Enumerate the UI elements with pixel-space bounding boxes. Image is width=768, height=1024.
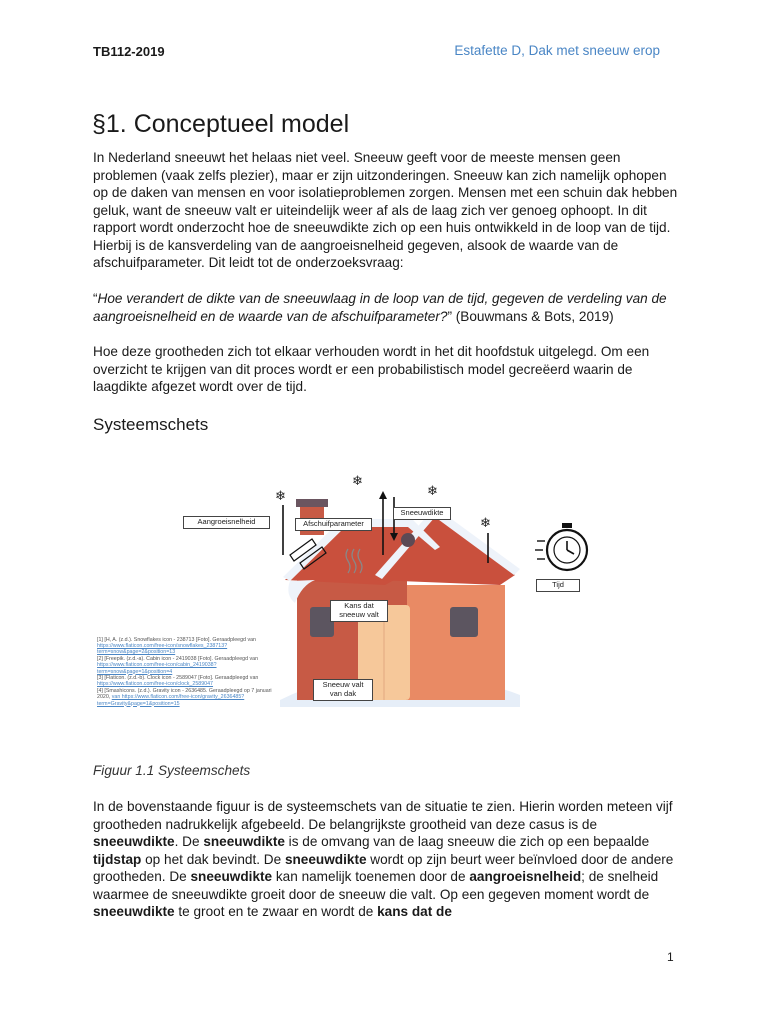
reference-text: [4] [Smashicons. (z.d.). Gravity icon - 2636485. Geraadpleegd op 7 januari 2020, [97, 688, 272, 701]
reference-link[interactable]: https://www.flaticon.com/free-icon/snowflakes_238713?term=snow&page=2&position=13 [97, 643, 228, 656]
snowflake-icon: ❄ [352, 473, 363, 488]
label-kans-line1: Kans dat [344, 601, 374, 610]
snowflake-icon: ❄ [275, 488, 286, 503]
text-run: . De [174, 834, 204, 849]
text-run: te groot en te zwaar en wordt de [174, 904, 378, 919]
text-run: kan namelijk toenemen door de [272, 869, 470, 884]
text-run: wordt op zijn beurt weer beïnvloed door de andere grootheden. De [93, 851, 674, 884]
subheading-systeemschets: Systeemschets [93, 415, 209, 434]
close-quote: ” [447, 308, 452, 324]
citation: (Bouwmans & Bots, 2019) [451, 308, 614, 324]
page-number: 1 [667, 950, 674, 964]
snowflake-icon: ❄ [427, 483, 438, 498]
bold-term: sneeuwdikte [93, 834, 175, 849]
research-question [93, 290, 683, 325]
label-kans-line2: sneeuw valt [339, 610, 379, 619]
label-sneeuw-valt-van-dak [313, 679, 373, 701]
reference-2 [97, 656, 277, 675]
bold-term: kans dat de [377, 904, 452, 919]
clock-hand-hour [567, 550, 574, 554]
bold-term: sneeuwdikte [203, 834, 285, 849]
reference-link[interactable]: https://www.flaticon.com/free-icon/cabin_2419038?term=snow&page=1&position=4 [97, 662, 217, 675]
label-sneeuwdikte: Sneeuwdikte [393, 507, 451, 520]
section-title: §1. Conceptueel model [92, 110, 350, 138]
bold-term: sneeuwdikte [190, 869, 273, 884]
system-sketch-figure [90, 455, 630, 755]
label-afschuifparameter: Afschuifparameter [295, 518, 372, 531]
reference-4 [97, 688, 277, 707]
bold-term: tijdstap [93, 851, 142, 867]
label-aangroeisnelheid: Aangroeisnelheid [183, 516, 270, 529]
text-run: is de omvang van de laag sneeuw die zich op een bepaalde [284, 834, 650, 849]
reference-text: [2] [Freepik. (z.d.-a). Cabin icon - 2419038 [Foto]. Geraadpleegd van [97, 656, 259, 663]
reference-1 [97, 637, 277, 656]
bold-term: sneeuwdikte [284, 851, 367, 867]
bold-term: sneeuwdikte [93, 904, 175, 919]
clock-crown [562, 523, 572, 528]
open-quote: “ [93, 291, 98, 306]
label-tijd: Tijd [536, 579, 580, 592]
figure-references [97, 637, 277, 707]
header-course-code: TB112-2019 [93, 44, 165, 59]
text-run: ; de snelheid waarmee de sneeuwdikte groeit door de sneeuw die valt. Op een gegeven moment wordt de [93, 869, 659, 902]
reference-link[interactable]: van https://www.flaticon.com/free-icon/gravity_2636485?term=Gravity&page=1&position=15 [97, 694, 245, 707]
chimney-cap [296, 499, 328, 507]
intro-paragraph: In Nederland sneeuwt het helaas niet veel. Sneeuw geeft voor de meeste mensen geen problemen (vaak zelfs plezier), maar er zijn uitzonderingen. Sneeuw kan zich namelijk ophopen op de daken van mensen en voor isolatieproblemen zorgen. Mensen met een schuin dak hebben geluk, want de sneeuw valt er uiteindelijk weer af als de laag zich ver genoeg ophoopt. In dit rapport wordt onderzocht hoe de sneeuwdikte zich op een huis ontwikkeld in de loop van de tijd. Hierbij is de kansverdeling van de aangroeisnelheid gegeven, alsook de waarde van de afschuifparameter. Dit leidt tot de onderzoeksvraag: [93, 150, 678, 270]
bold-term: aangroeisnelheid [469, 869, 582, 884]
reference-text: [1] [H, A. (z.d.). Snowflakes icon - 238713 [Foto]. Geraadpleegd van [97, 637, 256, 643]
header-title: Estafette D, Dak met sneeuw erop [454, 43, 660, 58]
reference-text: [3] [Flaticon. (z.d.-b). Clock icon - 2589047 [Foto]. Geraadpleegd van [97, 675, 259, 682]
round-window [401, 533, 415, 547]
text-run: In de bovenstaande figuur is de systeemschets van de situatie te zien. Hierin worden meteen vijf grootheden nadrukkelijk afgebeeld. De belangrijkste grootheid van deze casus is de [93, 799, 673, 832]
question-text: Hoe verandert de dikte van de sneeuwlaag in de loop van de tijd, gegeven de verdeling van de aangroeisnelheid en de waarde van de afschuifparameter? [93, 291, 667, 324]
reference-3 [97, 675, 277, 687]
label-kans-dat-sneeuw-valt [330, 600, 388, 622]
arrow-up-sneeuwdikte [379, 491, 387, 499]
method-paragraph: Hoe deze grootheden zich tot elkaar verhouden wordt in het dit hoofdstuk uitgelegd. Om een overzicht te krijgen van dit proces wordt er een probabilistisch model gecreëerd waarin de laagdikte afgezet wordt over de tijd. [93, 344, 650, 394]
label-valt-line2: van dak [329, 689, 357, 698]
figure-caption: Figuur 1.1 Systeemschets [93, 763, 251, 778]
explanation-paragraph [93, 798, 683, 921]
text-run: op het dak bevindt. De [141, 851, 285, 867]
label-valt-line1: Sneeuw valt [322, 680, 364, 689]
reference-link[interactable]: https://www.flaticon.com/free-icon/clock_2589047 [97, 681, 214, 688]
window-right [450, 607, 478, 637]
snowflake-icon: ❄ [480, 515, 491, 530]
